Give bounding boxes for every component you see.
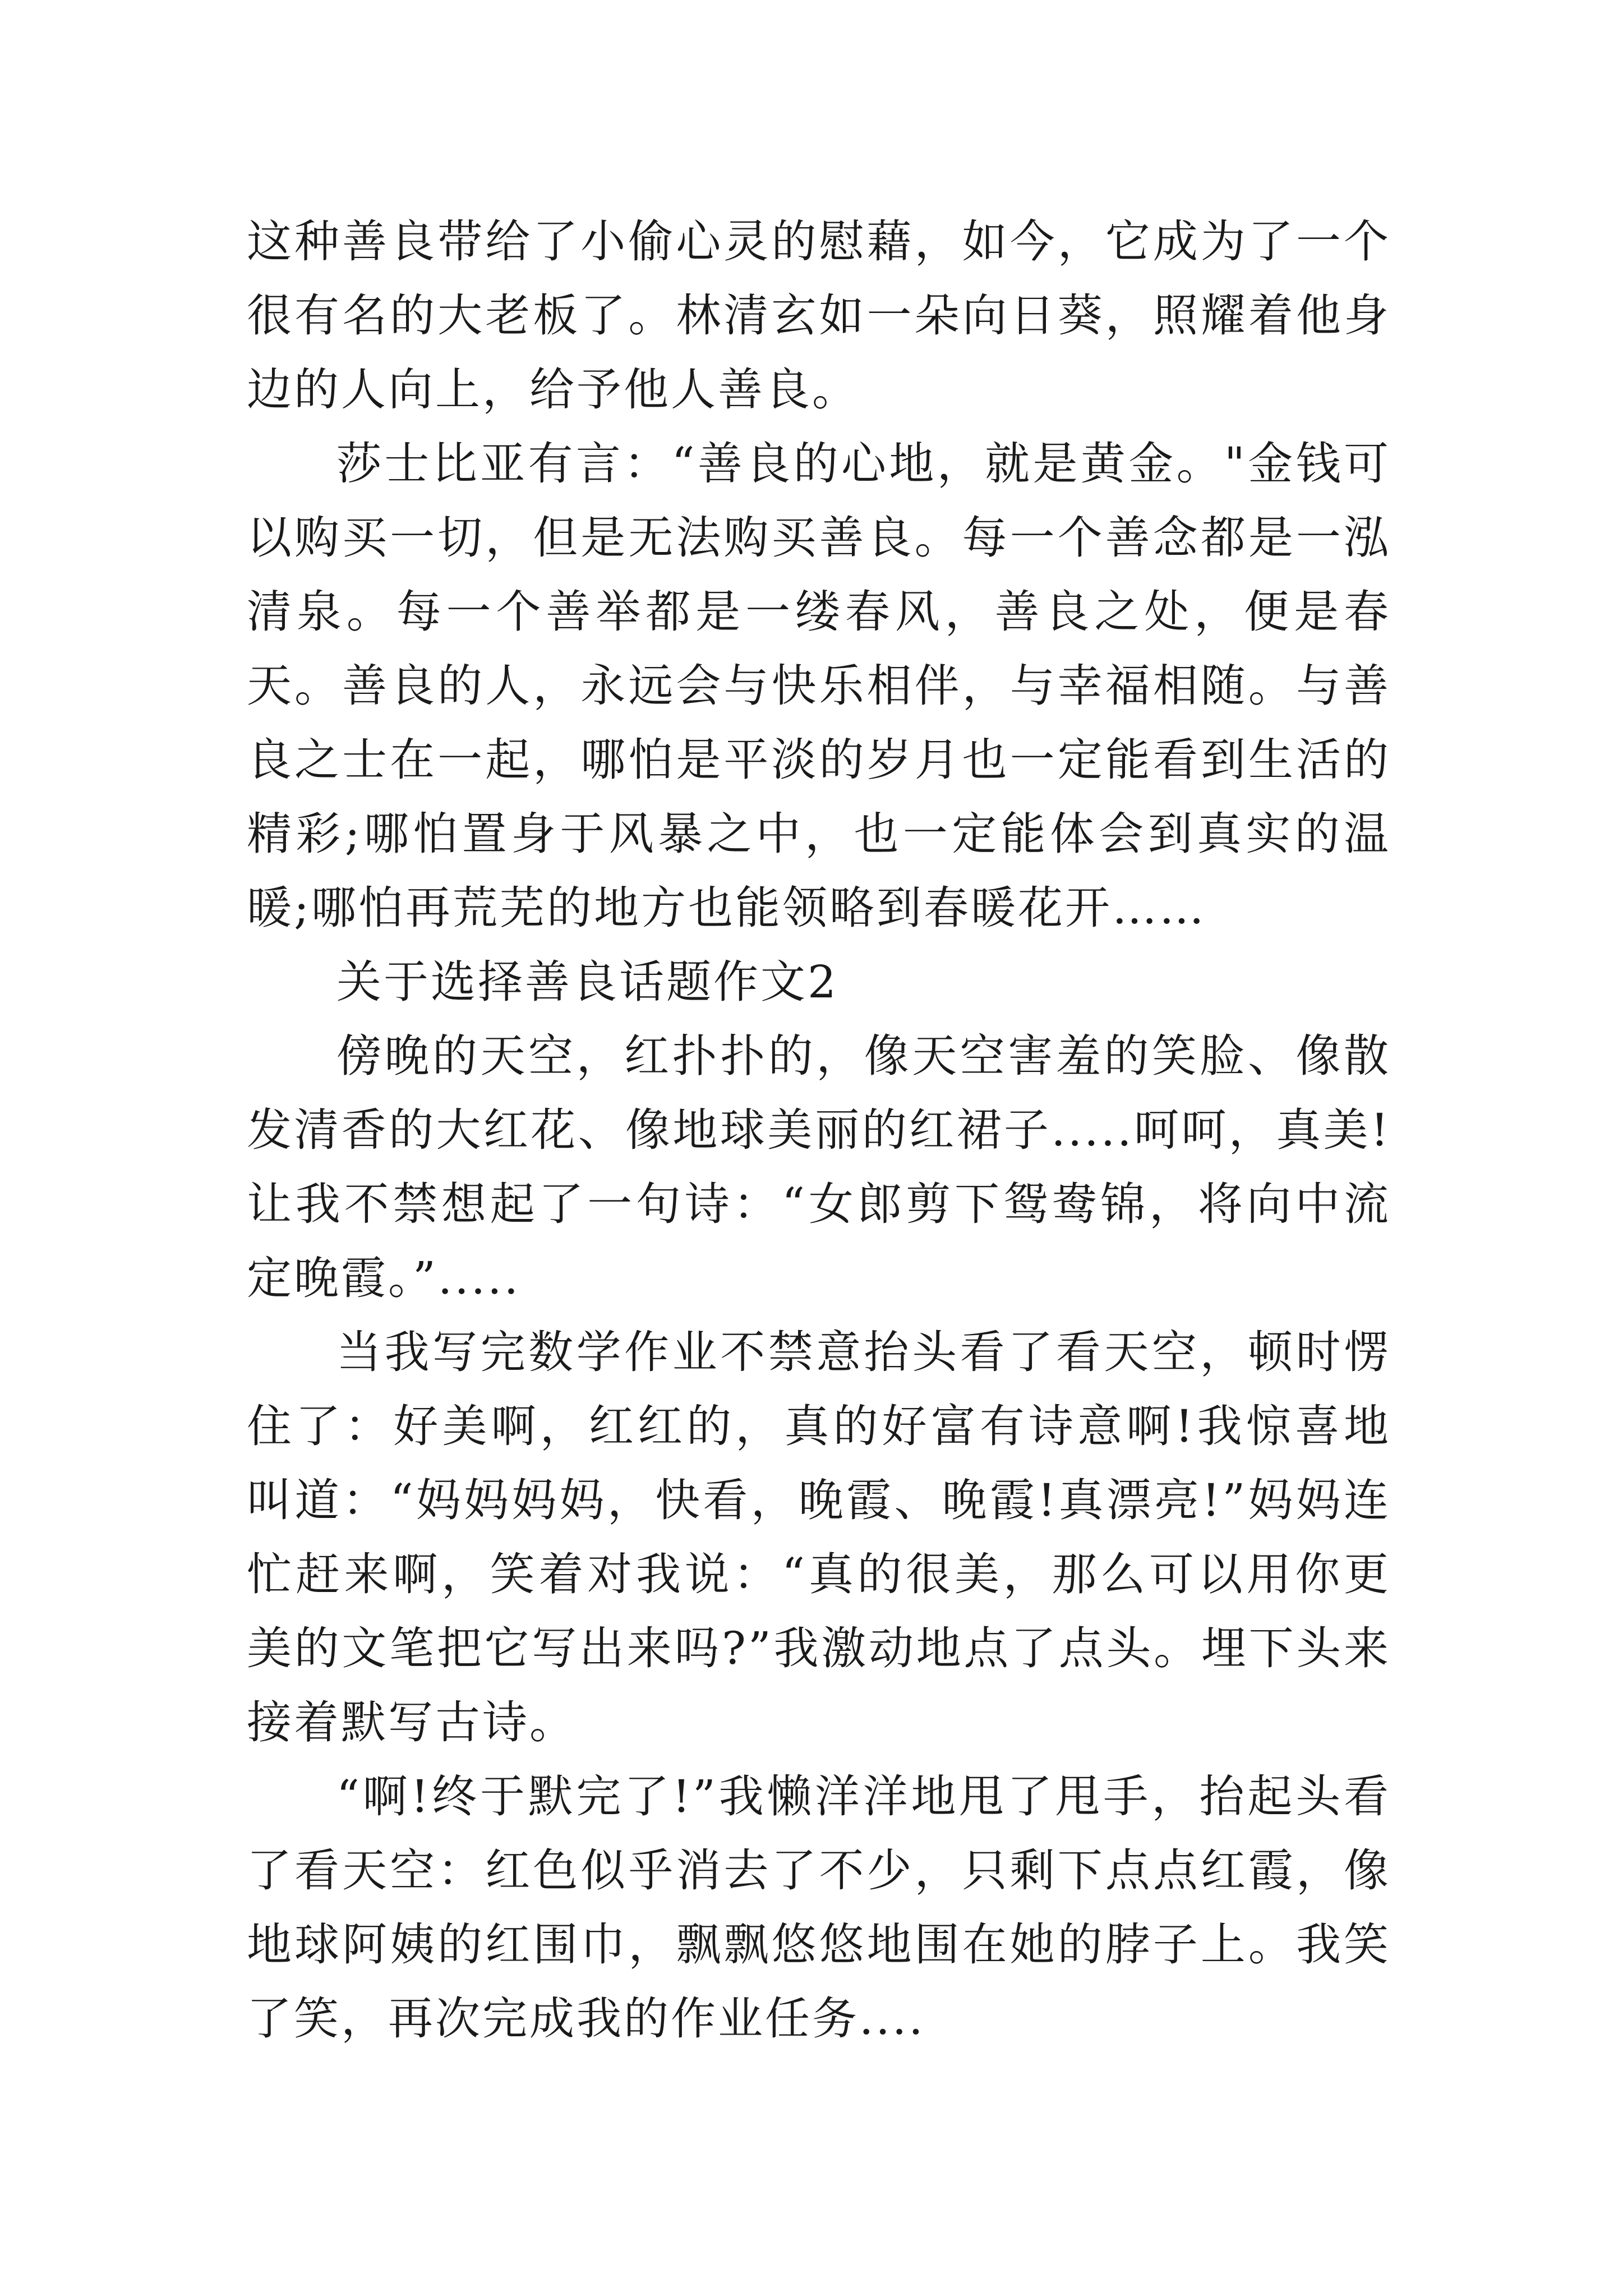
- paragraph-4: 当我写完数学作业不禁意抬头看了看天空，顿时愣住了：好美啊，红红的，真的好富有诗意啊!我惊喜地叫道：“妈妈妈妈，快看，晚霞、晚霞!真漂亮!”妈妈连忙赶来啊，笑着对我说：“真的很美，那么可以用你更美的文笔把它写出来吗?”我激动地点了点头。埋下头来接着默写古诗。: [247, 1326, 1391, 1749]
- article-body: [247, 205, 1391, 2056]
- section-heading: 关于选择善良话题作文2: [336, 956, 838, 1008]
- paragraph-5: “啊!终于默完了!”我懒洋洋地甩了甩手，抬起头看了看天空：红色似乎消去了不少，只剩下点点红霞，像地球阿姨的红围巾，飘飘悠悠地围在她的脖子上。我笑了笑，再次完成我的作业任务....: [247, 1770, 1391, 2045]
- paragraph-1: 这种善良带给了小偷心灵的慰藉，如今，它成为了一个很有名的大老板了。林清玄如一朵向日葵，照耀着他身边的人向上，给予他人善良。: [247, 215, 1391, 416]
- paragraph-3: 傍晚的天空，红扑扑的，像天空害羞的笑脸、像散发清香的大红花、像地球美丽的红裙子.....呵呵，真美!让我不禁想起了一句诗：“女郎剪下鸳鸯锦，将向中流定晚霞。”.....: [247, 1030, 1391, 1304]
- paragraph-2: 莎士比亚有言：“善良的心地，就是黄金。"金钱可以购买一切，但是无法购买善良。每一个善念都是一泓清泉。每一个善举都是一缕春风，善良之处，便是春天。善良的人，永远会与快乐相伴，与幸福相随。与善良之士在一起，哪怕是平淡的岁月也一定能看到生活的精彩;哪怕置身于风暴之中，也一定能体会到真实的温暖;哪怕再荒芜的地方也能领略到春暖花开……: [247, 438, 1391, 934]
